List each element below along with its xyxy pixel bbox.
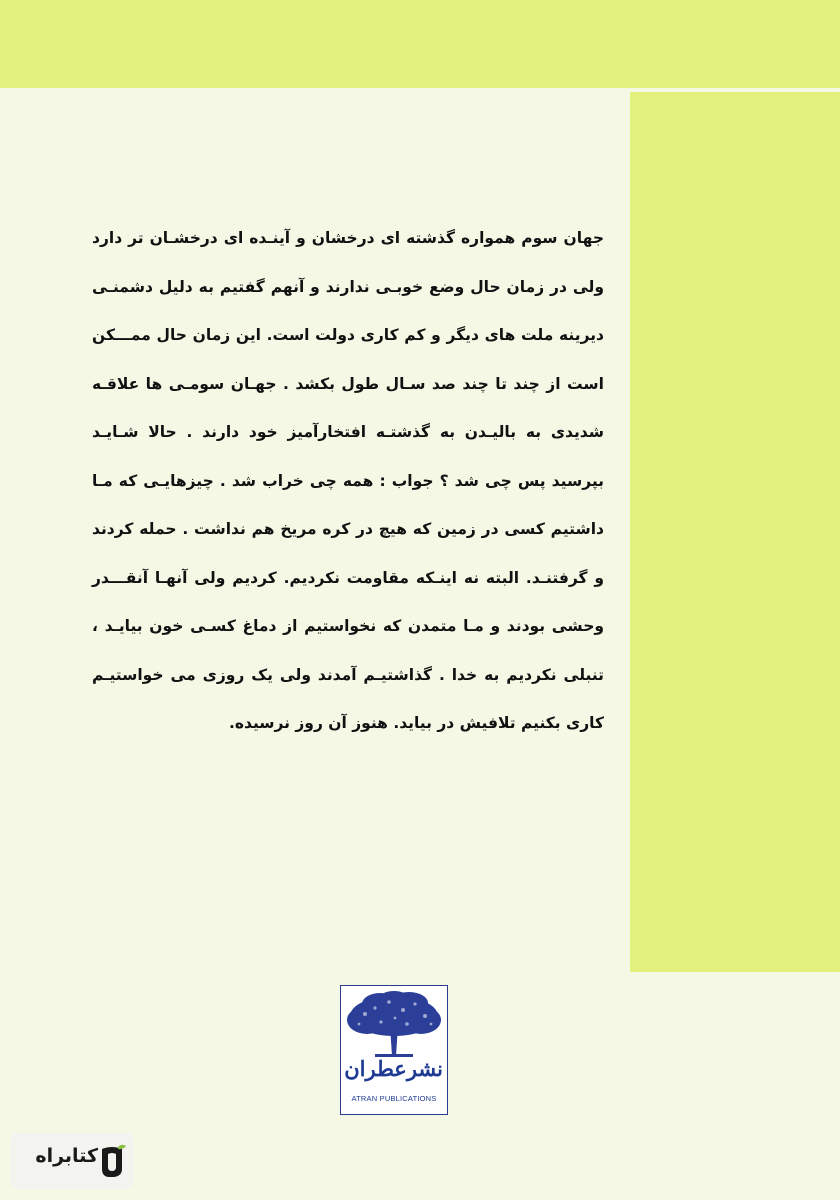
text-line: وحشی بودند و مـا متمدن که نخواستیم از دماغ کسـی خون بیایـد ، bbox=[92, 617, 604, 635]
ketabrah-wordmark: کتابراه bbox=[35, 1145, 98, 1167]
text-line: بپرسید پس چی شد ؟ جواب : همه چی خراب شد . چیزهایـی که مـا bbox=[92, 471, 604, 490]
right-color-band bbox=[630, 92, 840, 972]
text-line: و گرفتنـد. البته نه اینـکه مقاومت نکردیم. کردیم ولی آنهـا آنقـــدر bbox=[92, 568, 604, 587]
text-line: شدیدی به بالیـدن به گذشتـه افتخارآمیز خود دارند . حالا شـایـد bbox=[92, 423, 604, 441]
text-line: داشتیم کسی در زمین که هیچ در کره مریخ هم نداشت . حمله کردند bbox=[92, 520, 604, 538]
tree-icon bbox=[345, 990, 443, 1062]
text-line: تنبلی نکردیم به خدا . گذاشتیـم آمدند ولی یک روزی می خواستیـم bbox=[92, 665, 604, 684]
back-cover-text bbox=[92, 214, 604, 748]
publisher-latin-name: ATRAN PUBLICATIONS bbox=[351, 1094, 437, 1103]
text-line: جهان سوم همواره گذشته ای درخشان و آینـده ای درخشـان تر دارد bbox=[92, 229, 604, 247]
text-line: ولی در زمان حال وضع خوبـی ندارند و آنهم گفتیم به دلیل دشمنـی bbox=[92, 277, 604, 296]
text-line: است از چند تا چند صد سـال طول بکشد . جهـان سومـی ها علاقـه bbox=[92, 374, 604, 393]
ketabrah-watermark bbox=[10, 1133, 134, 1189]
text-line: دیرینه ملت های دیگر و کم کاری دولت است. این زمان حال ممـــکن bbox=[92, 326, 604, 344]
ketabrah-logo-icon bbox=[96, 1143, 128, 1179]
top-color-band bbox=[0, 0, 840, 88]
publisher-logo bbox=[340, 985, 448, 1115]
text-line: کاری بکنیم تلافیش در بیاید. هنوز آن روز نرسیده. bbox=[228, 714, 604, 732]
publisher-name: نشرعطران bbox=[344, 1056, 443, 1081]
